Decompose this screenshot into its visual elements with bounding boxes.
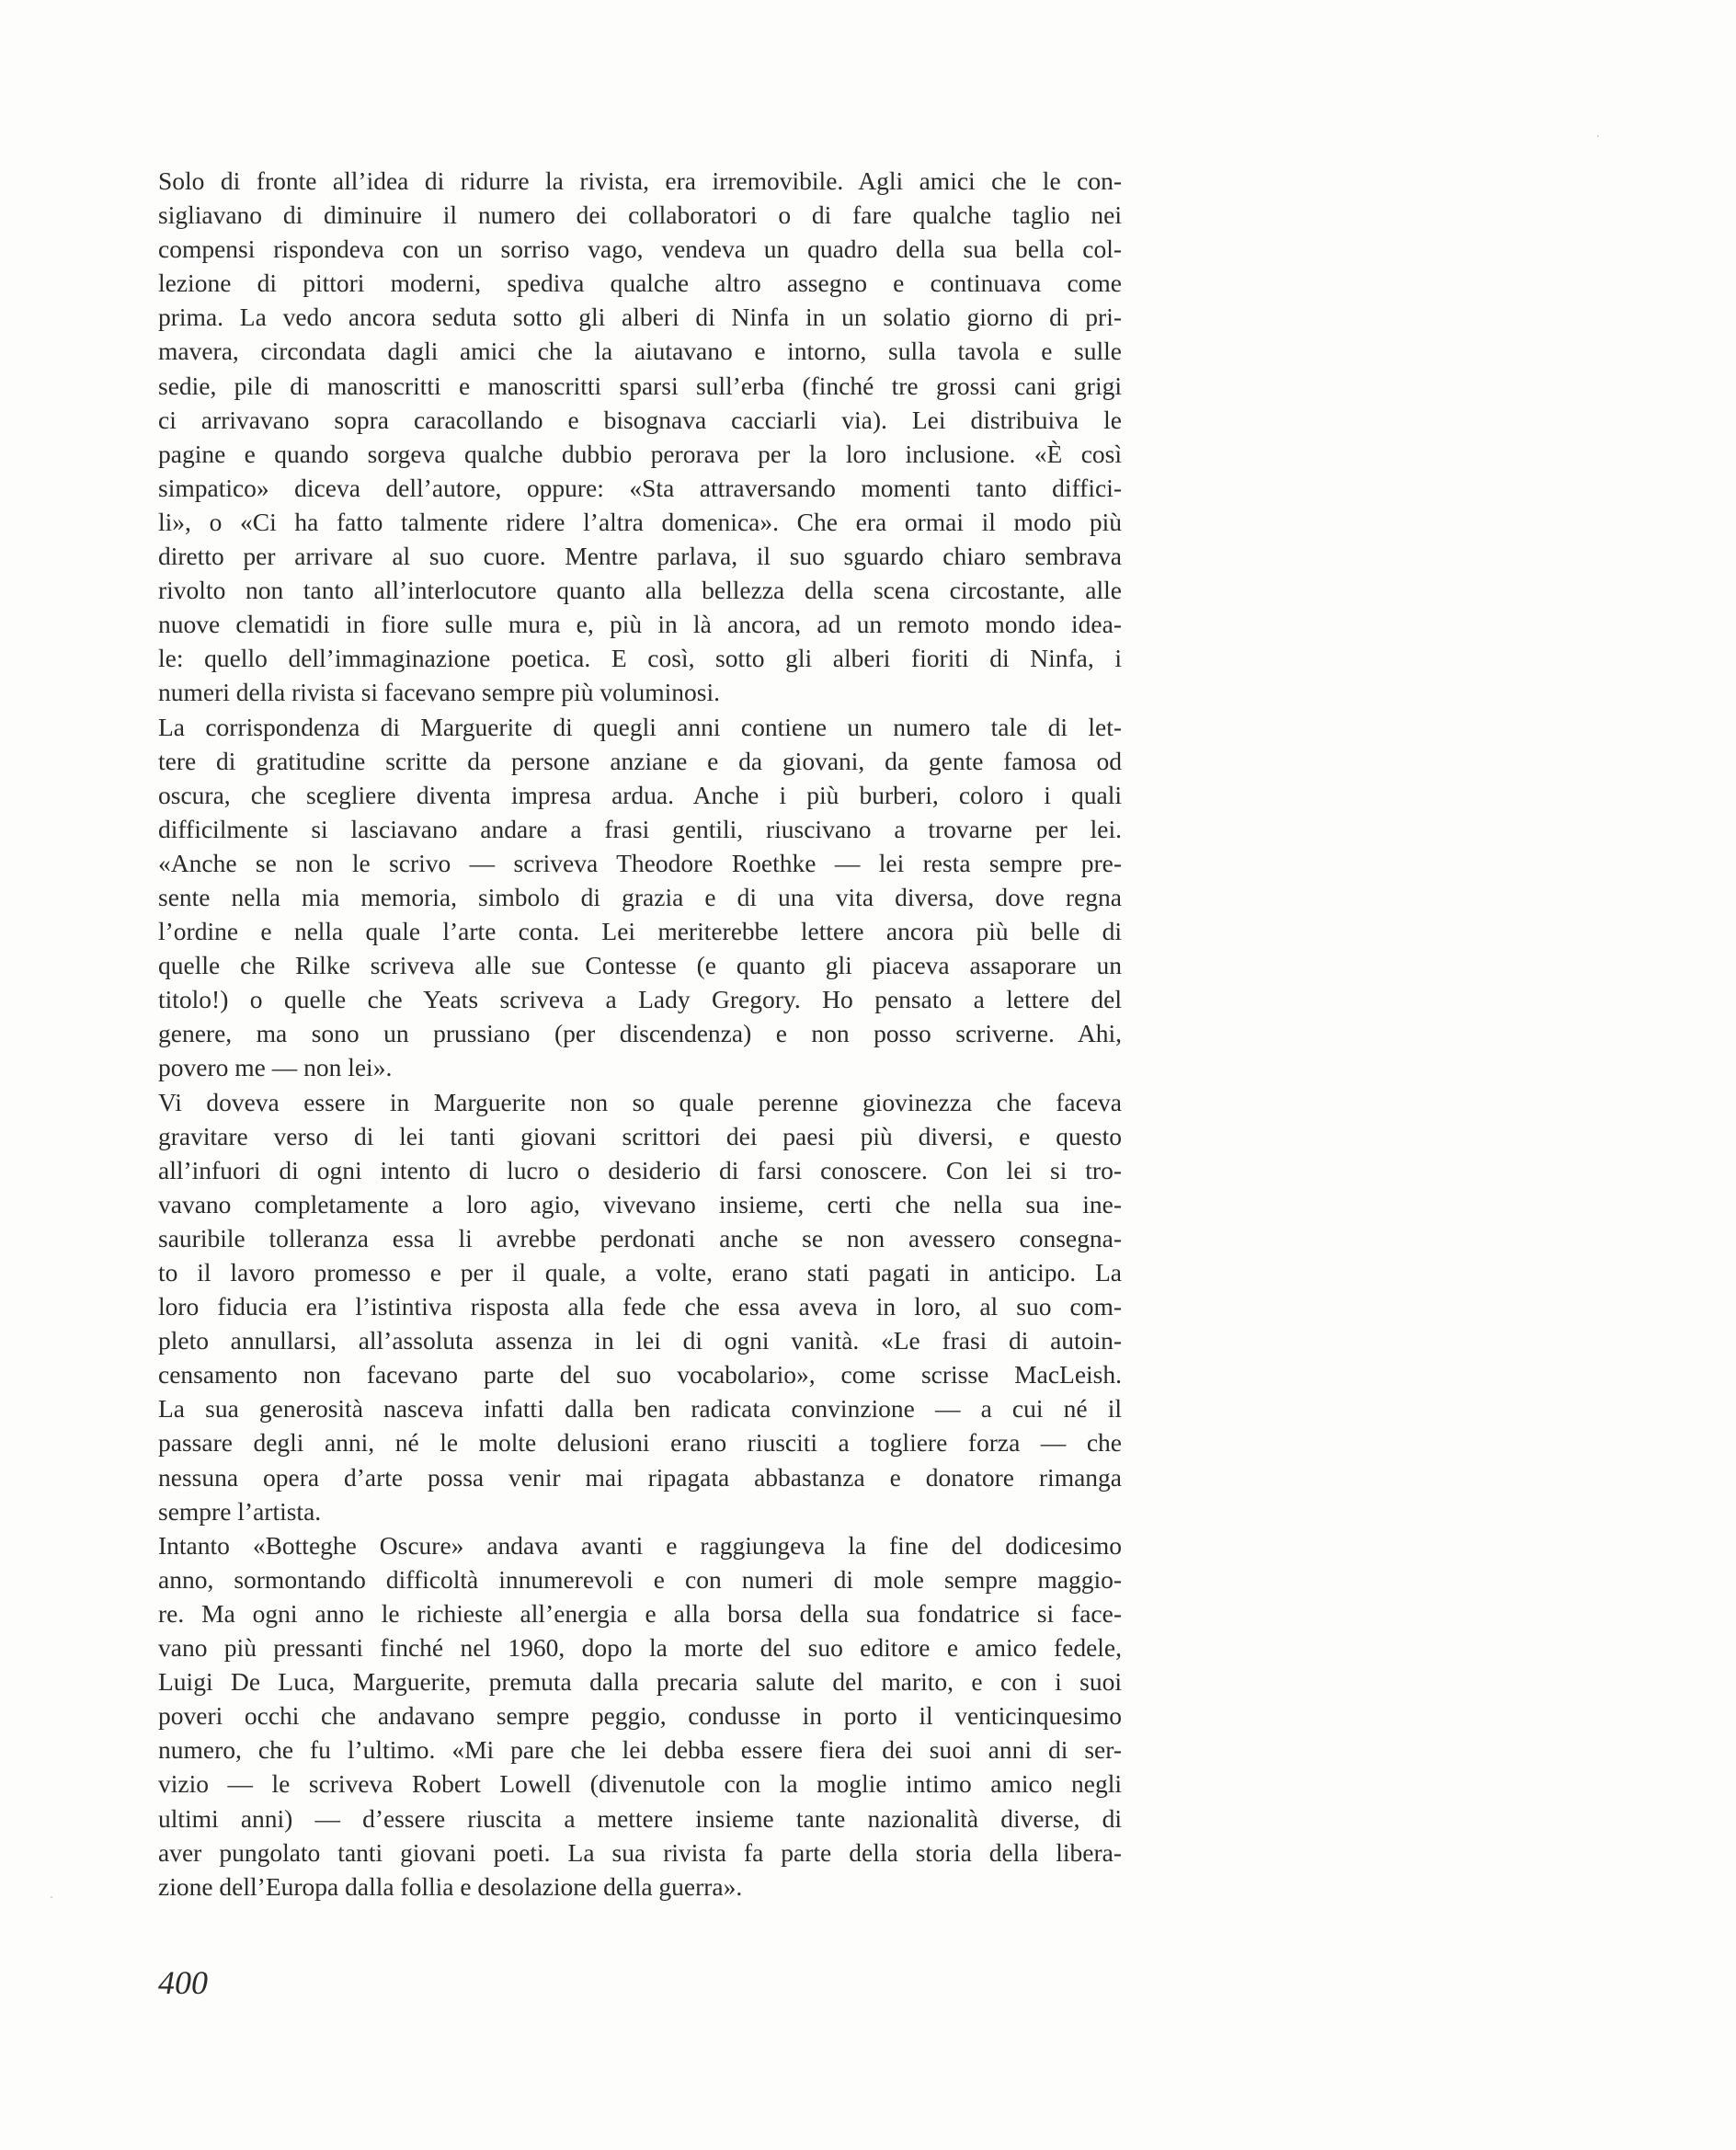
text-line: le: quello dell’immaginazione poetica. E così, sotto gli alberi fioriti di Ninfa, i: [158, 644, 1122, 673]
text-line: compensi rispondeva con un sorriso vago, vendeva un quadro della sua bella col-: [158, 234, 1122, 264]
text-line: to il lavoro promesso e per il quale, a volte, erano stati pagati in anticipo. La: [158, 1258, 1122, 1287]
text-line: «Anche se non le scrivo — scriveva Theodore Roethke — lei resta sempre pre-: [158, 848, 1122, 877]
paragraph: [158, 1085, 1122, 1528]
text-line: vizio — le scriveva Robert Lowell (divenutole con la moglie intimo amico negli: [158, 1769, 1122, 1799]
text-line: aver pungolato tanti giovani poeti. La sua rivista fa parte della storia della libera-: [158, 1837, 1122, 1867]
text-line: lezione di pittori moderni, spediva qualche altro assegno e continuava come: [158, 269, 1122, 298]
text-line: pagine e quando sorgeva qualche dubbio perorava per la loro inclusione. «È così: [158, 439, 1122, 468]
text-line: poveri occhi che andavano sempre peggio, condusse in porto il venticinquesimo: [158, 1701, 1122, 1731]
text-line: sigliavano di diminuire il numero dei collaboratori o di fare qualche taglio nei: [158, 200, 1122, 230]
text-line: sedie, pile di manoscritti e manoscritti sparsi sull’erba (finché tre grossi cani grigi: [158, 371, 1122, 400]
text-line: l’ordine e nella quale l’arte conta. Lei meriterebbe lettere ancora più belle di: [158, 917, 1122, 946]
paragraph: [158, 164, 1122, 710]
scan-speck: [51, 1896, 52, 1898]
text-line: anno, sormontando difficoltà innumerevoli e con numeri di mole sempre maggio-: [158, 1564, 1122, 1594]
text-line: sente nella mia memoria, simbolo di grazia e di una vita diversa, dove regna: [158, 882, 1122, 911]
text-line: diretto per arrivare al suo cuore. Mentre parlava, il suo sguardo chiaro sembrava: [158, 542, 1122, 571]
text-line: prima. La vedo ancora seduta sotto gli alberi di Ninfa in un solatio giorno di pri-: [158, 303, 1122, 332]
text-line: tere di gratitudine scritte da persone anziane e da giovani, da gente famosa od: [158, 746, 1122, 775]
text-line: vavano completamente a loro agio, vivevano insieme, certi che nella sua ine-: [158, 1189, 1122, 1218]
text-line: nessuna opera d’arte possa venir mai ripagata abbastanza e donatore rimanga: [158, 1462, 1122, 1492]
text-line: vano più pressanti finché nel 1960, dopo la morte del suo editore e amico fedele,: [158, 1633, 1122, 1663]
text-line: difficilmente si lasciavano andare a frasi gentili, riuscivano a trovarne per lei.: [158, 814, 1122, 843]
text-line: zione dell’Europa dalla follia e desolazione della guerra».: [158, 1871, 743, 1901]
text-line: li», o «Ci ha fatto talmente ridere l’altra domenica». Che era ormai il modo più: [158, 507, 1122, 536]
text-line: pleto annullarsi, all’assoluta assenza in lei di ogni vanità. «Le frasi di autoin-: [158, 1326, 1122, 1355]
text-line: titolo!) o quelle che Yeats scriveva a Lady Gregory. Ho pensato a lettere del: [158, 985, 1122, 1014]
text-line: La sua generosità nasceva infatti dalla ben radicata convinzione — a cui né il: [158, 1394, 1122, 1424]
paragraph: [158, 710, 1122, 1085]
text-line: loro fiducia era l’istintiva risposta alla fede che essa aveva in loro, al suo com-: [158, 1292, 1122, 1321]
text-line: rivolto non tanto all’interlocutore quanto alla bellezza della scena circostante, alle: [158, 576, 1122, 605]
paragraph: [158, 1528, 1122, 1904]
text-line: gravitare verso di lei tanti giovani scrittori dei paesi più diversi, e questo: [158, 1121, 1122, 1150]
text-line: passare degli anni, né le molte delusioni erano riusciti a togliere forza — che: [158, 1428, 1122, 1458]
text-line: La corrispondenza di Marguerite di quegli anni contiene un numero tale di let-: [158, 712, 1122, 741]
text-line: nuove clematidi in fiore sulle mura e, più in là ancora, ad un remoto mondo idea-: [158, 610, 1122, 639]
page-number: 400: [158, 1964, 208, 2001]
scan-speck: [1597, 135, 1599, 137]
text-line: sauribile tolleranza essa li avrebbe perdonati anche se non avessero consegna-: [158, 1223, 1122, 1252]
text-line: re. Ma ogni anno le richieste all’energia e alla borsa della sua fondatrice si face-: [158, 1598, 1122, 1628]
text-line: all’infuori di ogni intento di lucro o desiderio di farsi conoscere. Con lei si tro-: [158, 1155, 1122, 1184]
text-line: sempre l’artista.: [158, 1496, 322, 1526]
text-line: quelle che Rilke scriveva alle sue Contesse (e quanto gli piaceva assaporare un: [158, 951, 1122, 980]
text-line: numero, che fu l’ultimo. «Mi pare che lei debba essere fiera dei suoi anni di ser-: [158, 1735, 1122, 1765]
body-text: [158, 164, 1122, 1904]
text-line: ultimi anni) — d’essere riuscita a mettere insieme tante nazionalità diverse, di: [158, 1803, 1122, 1833]
text-line: genere, ma sono un prussiano (per discendenza) e non posso scriverne. Ahi,: [158, 1019, 1122, 1048]
text-line: ci arrivavano sopra caracollando e bisognava cacciarli via). Lei distribuiva le: [158, 405, 1122, 434]
text-line: numeri della rivista si facevano sempre più voluminosi.: [158, 678, 720, 707]
text-line: Intanto «Botteghe Oscure» andava avanti e raggiungeva la fine del dodicesimo: [158, 1530, 1122, 1560]
text-line: mavera, circondata dagli amici che la aiutavano e intorno, sulla tavola e sulle: [158, 337, 1122, 366]
text-line: povero me — non lei».: [158, 1053, 393, 1082]
text-line: oscura, che scegliere diventa impresa ardua. Anche i più burberi, coloro i quali: [158, 780, 1122, 809]
text-line: censamento non facevano parte del suo vocabolario», come scrisse MacLeish.: [158, 1360, 1122, 1389]
text-line: Luigi De Luca, Marguerite, premuta dalla precaria salute del marito, e con i suoi: [158, 1667, 1122, 1697]
text-line: Solo di fronte all’idea di ridurre la rivista, era irremovibile. Agli amici che le con-: [158, 166, 1122, 195]
text-line: simpatico» diceva dell’autore, oppure: «Sta attraversando momenti tanto diffici-: [158, 473, 1122, 502]
text-line: Vi doveva essere in Marguerite non so quale perenne giovinezza che faceva: [158, 1087, 1122, 1116]
